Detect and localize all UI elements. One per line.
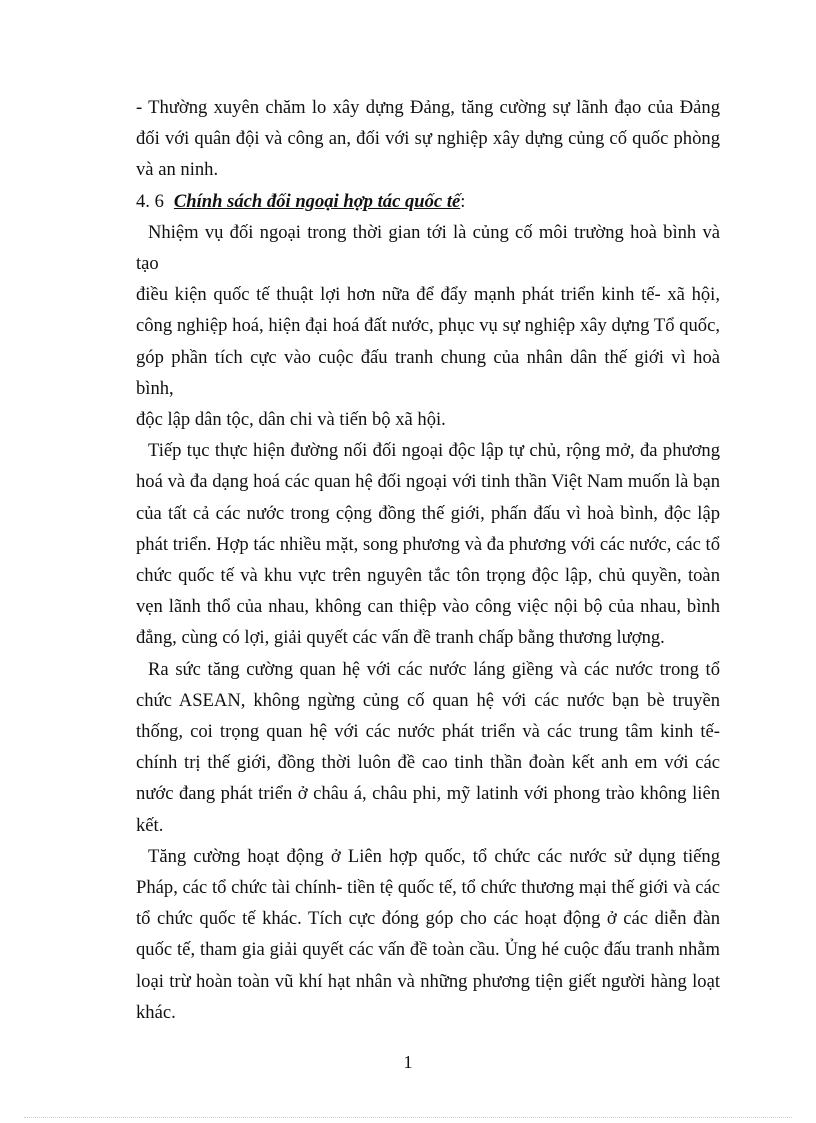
line: nước đang phát triển ở châu á, châu phi, mỹ latinh với phong trào không liên (136, 783, 720, 805)
paragraph-2 (136, 217, 720, 435)
line: vẹn lãnh thổ của nhau, không can thiệp vào công việc nội bộ của nhau, bình (136, 596, 720, 618)
line: đối với quân đội và công an, đối với sự nghiệp xây dựng củng cố quốc phòng (136, 128, 720, 150)
paragraph-3 (136, 435, 720, 653)
line: Ra sức tăng cường quan hệ với các nước láng giềng và các nước trong tổ (148, 658, 720, 680)
page-number: 1 (403, 1052, 413, 1072)
line: loại trừ hoàn toàn vũ khí hạt nhân và những phương tiện giết người hàng loạt (136, 970, 720, 992)
section-number: 4. 6 (136, 190, 164, 212)
line: tổ chức quốc tế khác. Tích cực đóng góp cho các hoạt động ở các diễn đàn (136, 908, 720, 930)
line: chức quốc tế và khu vực trên nguyên tắc tôn trọng độc lập, chủ quyền, toàn (136, 565, 720, 587)
section-heading (136, 186, 720, 217)
line: chính trị thế giới, đồng thời luôn đề cao tinh thần đoàn kết anh em với các (136, 752, 720, 774)
line: góp phần tích cực vào cuộc đấu tranh chung của nhân dân thế giới vì hoà bình, (136, 346, 720, 399)
document-body (136, 92, 720, 1028)
line: của tất cả các nước trong cộng đồng thế giới, phấn đấu vì hoà bình, độc lập (136, 502, 720, 524)
line: độc lập dân tộc, dân chi và tiến bộ xã hội. (136, 409, 446, 431)
line: hoá và đa dạng hoá các quan hệ đối ngoại với tinh thần Việt Nam muốn là bạn (136, 471, 720, 493)
line: và an ninh. (136, 159, 219, 181)
line: Pháp, các tổ chức tài chính- tiền tệ quốc tế, tổ chức thương mại thế giới và các (136, 877, 720, 899)
line: phát triển. Hợp tác nhiều mặt, song phương và đa phương với các nước, các tổ (136, 533, 720, 555)
line: Tiếp tục thực hiện đường nối đối ngoại độc lập tự chủ, rộng mở, đa phương (148, 440, 720, 462)
paragraph-4 (136, 654, 720, 841)
section-title: Chính sách đối ngoại hợp tác quốc tế (173, 190, 461, 212)
line: quốc tế, tham gia giải quyết các vấn đề toàn cầu. Ủng hé cuộc đấu tranh nhằm (136, 939, 720, 961)
line: điều kiện quốc tế thuật lợi hơn nữa để đẩy mạnh phát triển kinh tế- xã hội, (136, 284, 720, 306)
line: chức ASEAN, không ngừng củng cố quan hệ với các nước bạn bè truyền (136, 689, 720, 711)
line: đẳng, cùng có lợi, giải quyết các vấn đề tranh chấp bằng thương lượng. (136, 627, 665, 649)
line: Tăng cường hoạt động ở Liên hợp quốc, tổ chức các nước sử dụng tiếng (148, 845, 720, 867)
paragraph-1 (136, 92, 720, 186)
line: công nghiệp hoá, hiện đại hoá đất nước, phục vụ sự nghiệp xây dựng Tổ quốc, (136, 315, 720, 337)
line: khác. (136, 1001, 176, 1023)
paragraph-5 (136, 841, 720, 1028)
line: - Thường xuyên chăm lo xây dựng Đảng, tăng cường sự lãnh đạo của Đảng (136, 97, 720, 118)
section-title-suffix: : (460, 190, 466, 212)
line: thống, coi trọng quan hệ với các nước phát triển và các trung tâm kinh tế- (136, 721, 720, 743)
page-bottom-divider (24, 1117, 792, 1118)
line: Nhiệm vụ đối ngoại trong thời gian tới là củng cố môi trường hoà bình và tạo (136, 221, 720, 275)
line: kết. (136, 814, 164, 836)
